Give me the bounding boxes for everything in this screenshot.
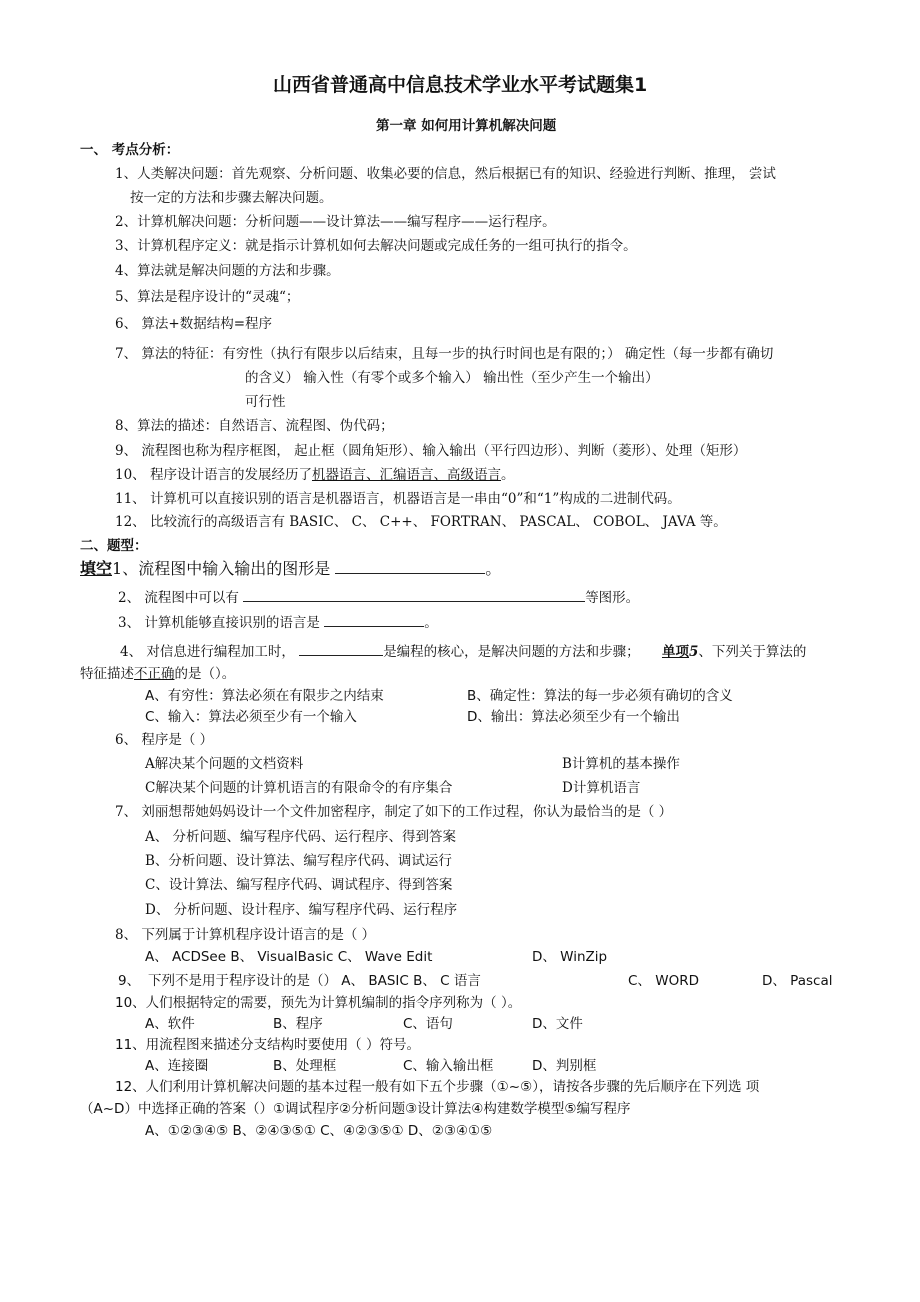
- question-6: 6、 程序是（ ）: [115, 732, 214, 748]
- question-4-text-2: 是编程的核心，是解决问题的方法和步骤；: [383, 644, 640, 660]
- question-2-blank[interactable]: [243, 588, 585, 602]
- q8-option-d: D、 WinZip: [532, 949, 608, 965]
- question-9: 下列不是用于程序设计的是（） A、 BASIC B、 C 语言: [148, 973, 481, 989]
- question-12-line-2: （A~D）中选择正确的答案（）①调试程序②分析问题③设计算法④构建数学模型⑤编写程序: [80, 1101, 631, 1117]
- question-1-text: 1、流程图中输入输出的图形是: [112, 559, 331, 578]
- point-5: 5、算法是程序设计的“灵魂“；: [115, 289, 300, 305]
- q6-option-c: C解决某个问题的计算机语言的有限命令的有序集合: [145, 780, 453, 796]
- q10-option-c: C、语句: [403, 1016, 453, 1032]
- point-3: 3、计算机程序定义：就是指示计算机如何去解决问题或完成任务的一组可执行的指令。: [115, 238, 637, 254]
- q11-option-a: A、连接圈: [145, 1058, 209, 1074]
- q6-option-b: B计算机的基本操作: [562, 756, 680, 772]
- q9-option-c: C、 WORD: [628, 973, 699, 989]
- q6-option-a: A解决某个问题的文档资料: [145, 756, 304, 772]
- chapter-heading: 第一章 如何用计算机解决问题: [376, 118, 557, 134]
- question-2-end: 等图形。: [585, 590, 640, 606]
- q10-option-b: B、程序: [273, 1016, 323, 1032]
- point-1-line-1: 1、人类解决问题：首先观察、分析问题、收集必要的信息，然后根据已有的知识、经验进行判断、推理， 尝试: [115, 166, 776, 182]
- q9-option-d: D、 Pascal: [762, 973, 833, 989]
- point-7-line-1: 7、 算法的特征：有穷性（执行有限步以后结束，且每一步的执行时间也是有限的；） 确定性（每一步都有确切: [115, 346, 774, 362]
- question-3: [118, 613, 438, 632]
- question-7: 7、 刘丽想帮她妈妈设计一个文件加密程序，制定了如下的工作过程，你认为最恰当的是（ ）: [115, 804, 673, 820]
- single-choice-label: 单项: [661, 644, 689, 660]
- q7-option-c: C、设计算法、编写程序代码、调试程序、得到答案: [145, 877, 453, 893]
- point-10-underlined: 机器语言、汇编语言、高级语言: [311, 467, 501, 483]
- point-2: 2、计算机解决问题：分析问题——设计算法——编写程序——运行程序。: [115, 214, 556, 230]
- question-3-blank[interactable]: [324, 613, 424, 627]
- question-9-number: 9、: [118, 973, 141, 989]
- fill-blank-label: 填空: [80, 559, 113, 578]
- q8-options-abc: A、 ACDSee B、 VisualBasic C、 Wave Edit: [145, 949, 433, 965]
- q5-option-b: B、确定性：算法的每一步必须有确切的含义: [467, 688, 733, 704]
- point-7-line-3: 可行性: [245, 394, 286, 410]
- q11-option-d: D、判别框: [532, 1058, 597, 1074]
- section1-heading: 一、 考点分析：: [80, 142, 180, 158]
- point-4: 4、算法就是解决问题的方法和步骤。: [115, 263, 340, 279]
- question-5-prefix: 特征描述: [80, 666, 134, 682]
- q6-option-d: D计算机语言: [562, 780, 641, 796]
- q5-option-c: C、输入：算法必须至少有一个输入: [145, 709, 357, 725]
- point-6: 6、 算法+数据结构=程序: [115, 316, 273, 332]
- point-7-line-2: 的含义） 输入性（有零个或多个输入） 输出性（至少产生一个输出）: [245, 370, 659, 386]
- question-3-end: 。: [424, 615, 438, 631]
- question-4: [120, 642, 806, 661]
- q11-option-b: B、处理框: [273, 1058, 337, 1074]
- question-2: [118, 588, 639, 607]
- point-1-line-2: 按一定的方法和步骤去解决问题。: [130, 190, 333, 206]
- question-5-line-2: [80, 665, 235, 683]
- question-5-suffix: 的是（）。: [174, 666, 236, 682]
- question-8: 8、 下列属于计算机程序设计语言的是（ ）: [115, 927, 376, 943]
- q5-option-d: D、输出：算法必须至少有一个输出: [467, 709, 680, 725]
- q5-option-a: A、有穷性：算法必须在有限步之内结束: [145, 688, 384, 704]
- question-2-text: 2、 流程图中可以有: [118, 590, 239, 606]
- q10-option-a: A、软件: [145, 1016, 195, 1032]
- point-9: 9、 流程图也称为程序框图， 起止框（圆角矩形）、输入输出（平行四边形）、判断（菱形）、处理（矩形）: [115, 443, 747, 459]
- point-10-suffix: 。: [500, 467, 515, 483]
- q10-option-d: D、文件: [532, 1016, 583, 1032]
- question-1-blank[interactable]: [335, 560, 485, 574]
- question-11: 11、用流程图来描述分支结构时要使用（ ）符号。: [115, 1037, 420, 1053]
- point-12: 12、 比较流行的高级语言有 BASIC、 C、 C++、 FORTRAN、 PASCAL、 COBOL、 JAVA 等。: [115, 514, 727, 530]
- point-10: [115, 466, 514, 484]
- question-1: [80, 560, 501, 578]
- document-title: 山西省普通高中信息技术学业水平考试题集1: [273, 74, 648, 96]
- question-12-line-1: 12、人们利用计算机解决问题的基本过程一般有如下五个步骤（①~⑤），请按各步骤的先后顺序在下列选 项: [115, 1079, 760, 1095]
- question-5-number: 5: [688, 644, 699, 660]
- q7-option-b: B、分析问题、设计算法、编写程序代码、调试运行: [145, 853, 452, 869]
- question-5-underlined: 不正确: [134, 666, 175, 682]
- point-8: 8、算法的描述：自然语言、流程图、伪代码；: [115, 418, 394, 434]
- question-5-text: 、下列关于算法的: [698, 644, 807, 660]
- question-4-blank[interactable]: [299, 642, 383, 656]
- q11-option-c: C、输入输出框: [403, 1058, 494, 1074]
- question-1-end: 。: [485, 559, 502, 578]
- q7-option-a: A、 分析问题、编写程序代码、运行程序、得到答案: [145, 829, 457, 845]
- q7-option-d: D、 分析问题、设计程序、编写程序代码、运行程序: [145, 902, 458, 918]
- question-3-text: 3、 计算机能够直接识别的语言是: [118, 615, 320, 631]
- question-4-text: 4、 对信息进行编程加工时，: [120, 644, 295, 660]
- section2-heading: 二、题型：: [80, 538, 148, 554]
- point-11: 11、 计算机可以直接识别的语言是机器语言，机器语言是一串由“0”和“1”构成的二进制代码。: [115, 491, 681, 507]
- q12-options: A、①②③④⑤ B、②④③⑤① C、④②③⑤① D、②③④①⑤: [145, 1123, 493, 1139]
- point-10-prefix: 10、 程序设计语言的发展经历了: [115, 467, 312, 483]
- question-10: 10、人们根据特定的需要，预先为计算机编制的指令序列称为（ ）。: [115, 995, 522, 1011]
